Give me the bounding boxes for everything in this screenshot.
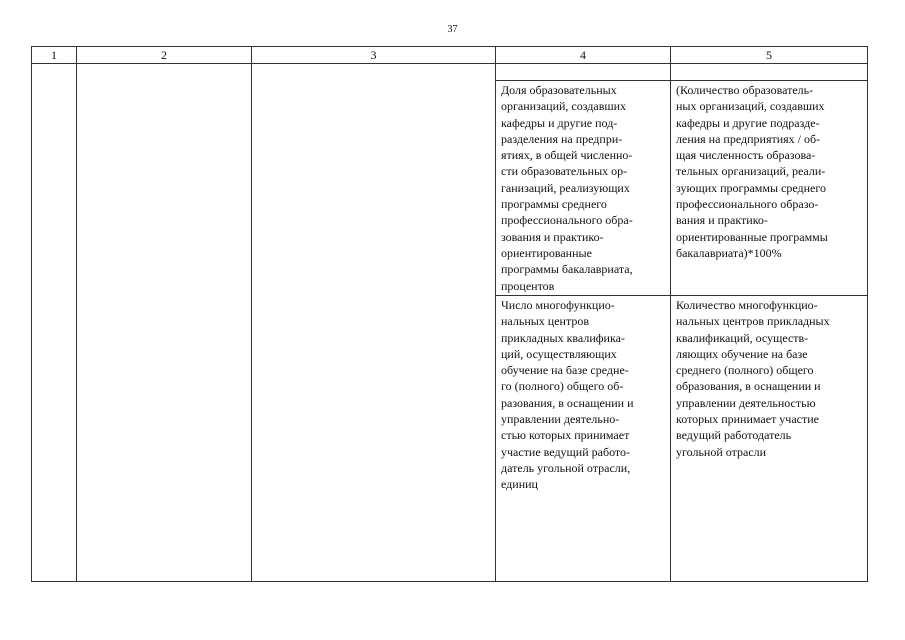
page-number: 37 xyxy=(447,24,458,35)
row-divider xyxy=(495,295,867,296)
header-col-2: 2 xyxy=(161,48,167,62)
column-divider xyxy=(251,47,252,581)
column-divider xyxy=(495,47,496,581)
header-col-3: 3 xyxy=(370,48,377,62)
column-divider xyxy=(76,47,77,581)
header-col-1: 1 xyxy=(51,48,57,62)
row-divider xyxy=(495,80,867,81)
header-row-divider xyxy=(32,63,867,64)
header-col-5: 5 xyxy=(766,48,772,62)
indicator-table xyxy=(31,46,868,582)
calculation-method-cell: (Количество образователь- ных организаций, создавших кафедры и другие подразде- ления на предприятиях / об- щая численность образова- тельных организаций, реали- зующих программы среднего профессионального образо- вания и практико- ориентированные программы бакалавриата)*100% xyxy=(676,83,828,260)
indicator-name-cell: Число многофункцио- нальных центров прикладных квалифика- ций, осуществляющих обучение на базе средне- го (полного) общего об- разования, в оснащении и управлении деятельно- стью которых принимает участие ведущий работо- датель угольной отрасли, единиц xyxy=(501,298,634,492)
indicator-name-cell: Доля образовательных организаций, создавших кафедры и другие под- разделения на предпри- ятиях, в общей численно- сти образовательных ор- ганизаций, реализующих программы среднего профессионального обра- зования и практико- ориентированные программы бакалавриата, процентов xyxy=(501,83,633,293)
calculation-method-cell: Количество многофункцио- нальных центров прикладных квалификаций, осуществ- ляющих обучение на базе среднего (полного) общего образования, в оснащении и управлении деятельностью которых принимает участие ведущий работодатель угольной отрасли xyxy=(676,298,830,459)
column-divider xyxy=(670,47,671,581)
header-col-4: 4 xyxy=(580,48,586,62)
